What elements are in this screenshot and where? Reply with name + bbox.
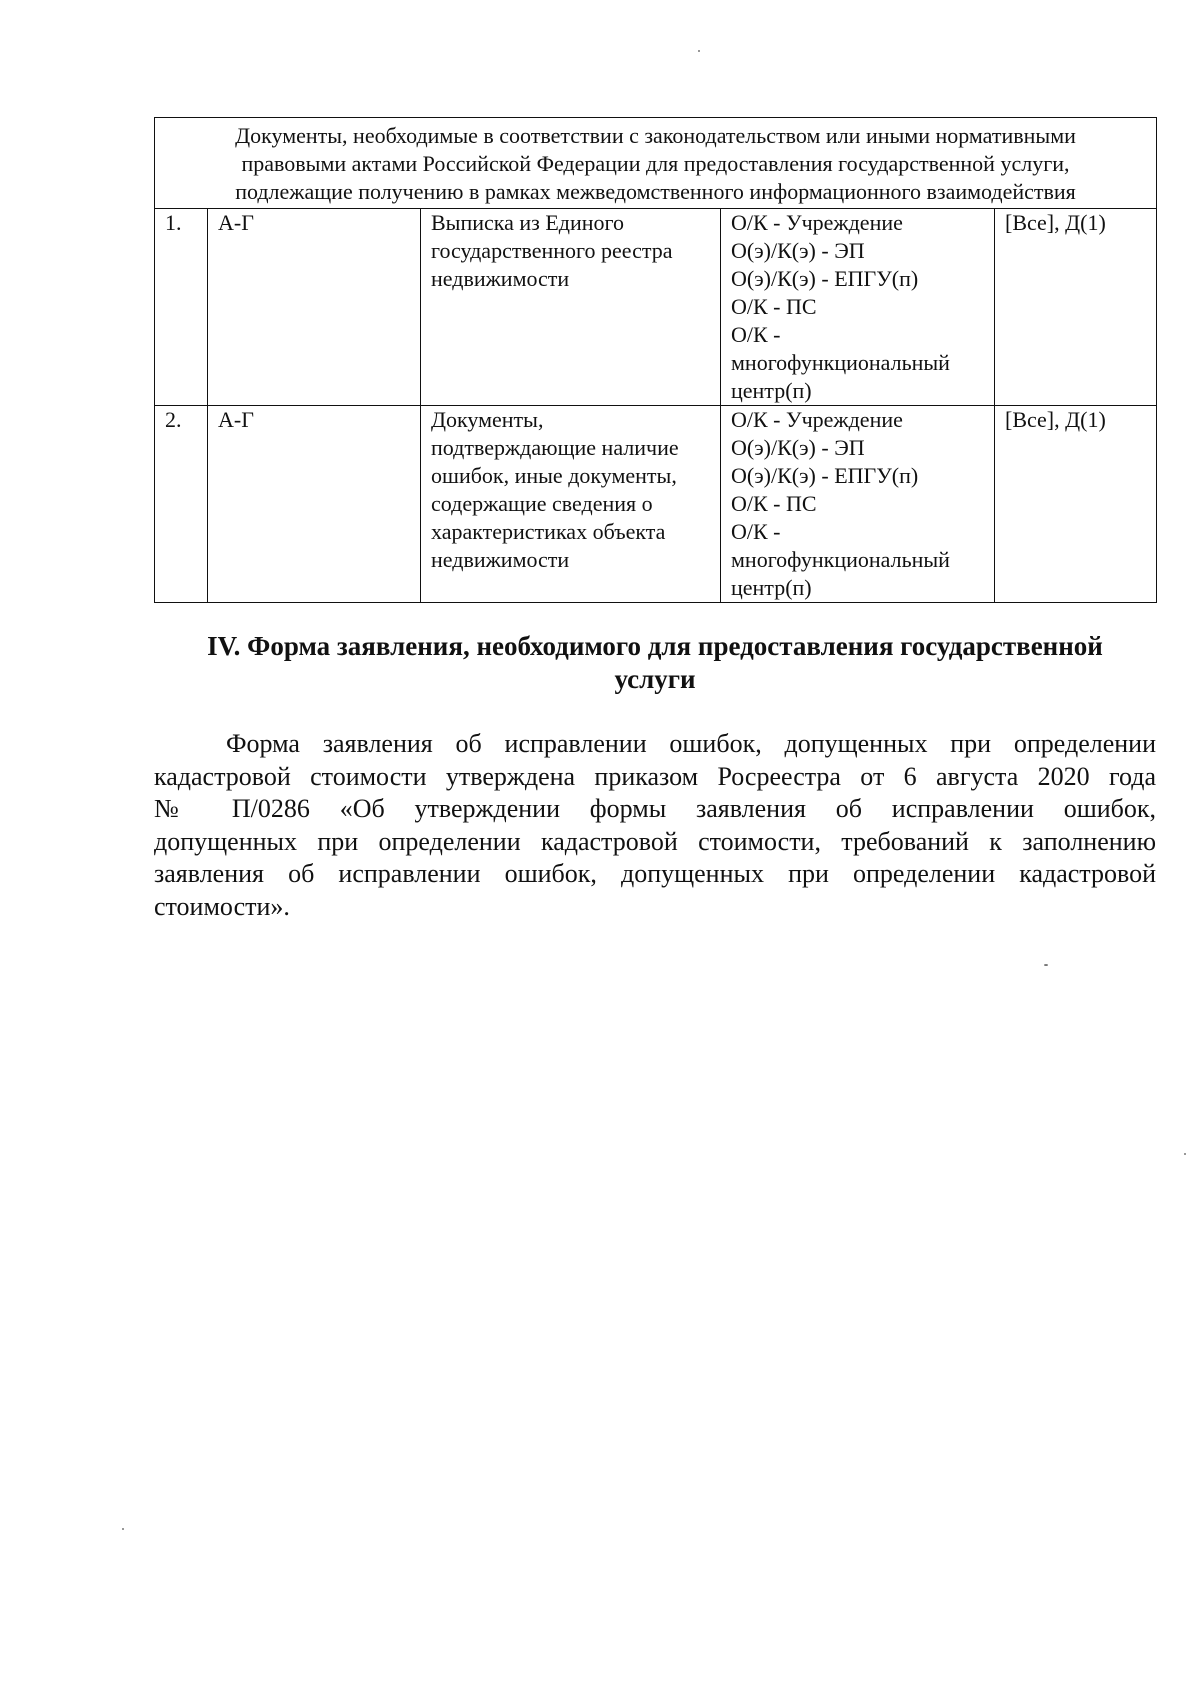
submission-method-line: О/К - ПС	[731, 491, 817, 516]
paragraph-line: заявления об исправлении ошибок, допущенных при определении кадастровой	[154, 859, 1156, 888]
applicant-category-cell	[208, 406, 421, 603]
paragraph-line: допущенных при определении кадастровой стоимости, требований к заполнению	[154, 826, 1156, 856]
document-name-line: характеристиках объекта	[431, 519, 666, 544]
submission-method-line: О(э)/К(э) - ЕПГУ(п)	[731, 266, 919, 291]
scope-value: [Все], Д(1)	[1005, 407, 1106, 432]
submission-method-line: О/К - ПС	[731, 294, 817, 319]
row-number-cell	[155, 209, 208, 406]
submission-method-line: О/К -	[731, 519, 781, 544]
submission-method-line: многофункциональный	[731, 547, 950, 572]
table-row	[155, 406, 1157, 603]
row-number-cell	[155, 406, 208, 603]
documents-table	[154, 117, 1157, 603]
submission-method-line: центр(п)	[731, 378, 812, 403]
document-name-cell	[421, 209, 721, 406]
submission-method-cell	[721, 209, 995, 406]
applicant-category-cell	[208, 209, 421, 406]
section-title-line: услуги	[614, 664, 696, 694]
submission-method-line: центр(п)	[731, 575, 812, 600]
applicant-category: А-Г	[218, 407, 254, 432]
scan-speck	[122, 1528, 124, 1530]
submission-method-line: О(э)/К(э) - ЕПГУ(п)	[731, 463, 919, 488]
document-name-line: недвижимости	[431, 547, 570, 572]
document-name-line: Выписка из Единого	[431, 210, 625, 235]
document-name-line: государственного реестра	[431, 238, 673, 263]
scan-speck	[1044, 964, 1048, 966]
scope-cell	[995, 406, 1157, 603]
scope-cell	[995, 209, 1157, 406]
table-header-line: Документы, необходимые в соответствии с законодательством или иными нормативными	[235, 123, 1076, 148]
scope-value: [Все], Д(1)	[1005, 210, 1106, 235]
submission-method-cell	[721, 406, 995, 603]
document-name-line: ошибок, иные документы,	[431, 463, 677, 488]
paragraph-line: Форма заявления об исправлении ошибок, допущенных при определении	[226, 729, 1156, 758]
submission-method-line: О/К - Учреждение	[731, 210, 903, 235]
document-name-cell	[421, 406, 721, 603]
submission-method-line: многофункциональный	[731, 350, 950, 375]
table-row	[155, 209, 1157, 406]
submission-method-line: О/К -	[731, 322, 781, 347]
document-name-line: содержащие сведения о	[431, 491, 653, 516]
scan-speck	[698, 50, 700, 52]
paragraph-line: кадастровой стоимости утверждена приказом Росреестра от 6 августа 2020 года	[154, 761, 1156, 791]
row-number: 1.	[165, 210, 182, 235]
scan-speck	[1184, 1153, 1186, 1155]
section-title-line: IV. Форма заявления, необходимого для предоставления государственной	[207, 631, 1103, 661]
paragraph-line: № П/0286 «Об утверждении формы заявления об исправлении ошибок,	[154, 794, 1156, 823]
table-header-cell	[155, 118, 1157, 209]
row-number: 2.	[165, 407, 182, 432]
document-name-line: недвижимости	[431, 266, 570, 291]
document-name-line: подтверждающие наличие	[431, 435, 679, 460]
applicant-category: А-Г	[218, 210, 254, 235]
section-title	[154, 630, 1156, 696]
table-header-line: правовыми актами Российской Федерации для предоставления государственной услуги,	[241, 151, 1070, 176]
table-header-line: подлежащие получению в рамках межведомственного информационного взаимодействия	[235, 179, 1076, 204]
submission-method-line: О/К - Учреждение	[731, 407, 903, 432]
document-name-line: Документы,	[431, 407, 544, 432]
body-paragraph	[154, 728, 1156, 923]
paragraph-line: стоимости».	[154, 891, 290, 921]
submission-method-line: О(э)/К(э) - ЭП	[731, 435, 865, 460]
submission-method-line: О(э)/К(э) - ЭП	[731, 238, 865, 263]
